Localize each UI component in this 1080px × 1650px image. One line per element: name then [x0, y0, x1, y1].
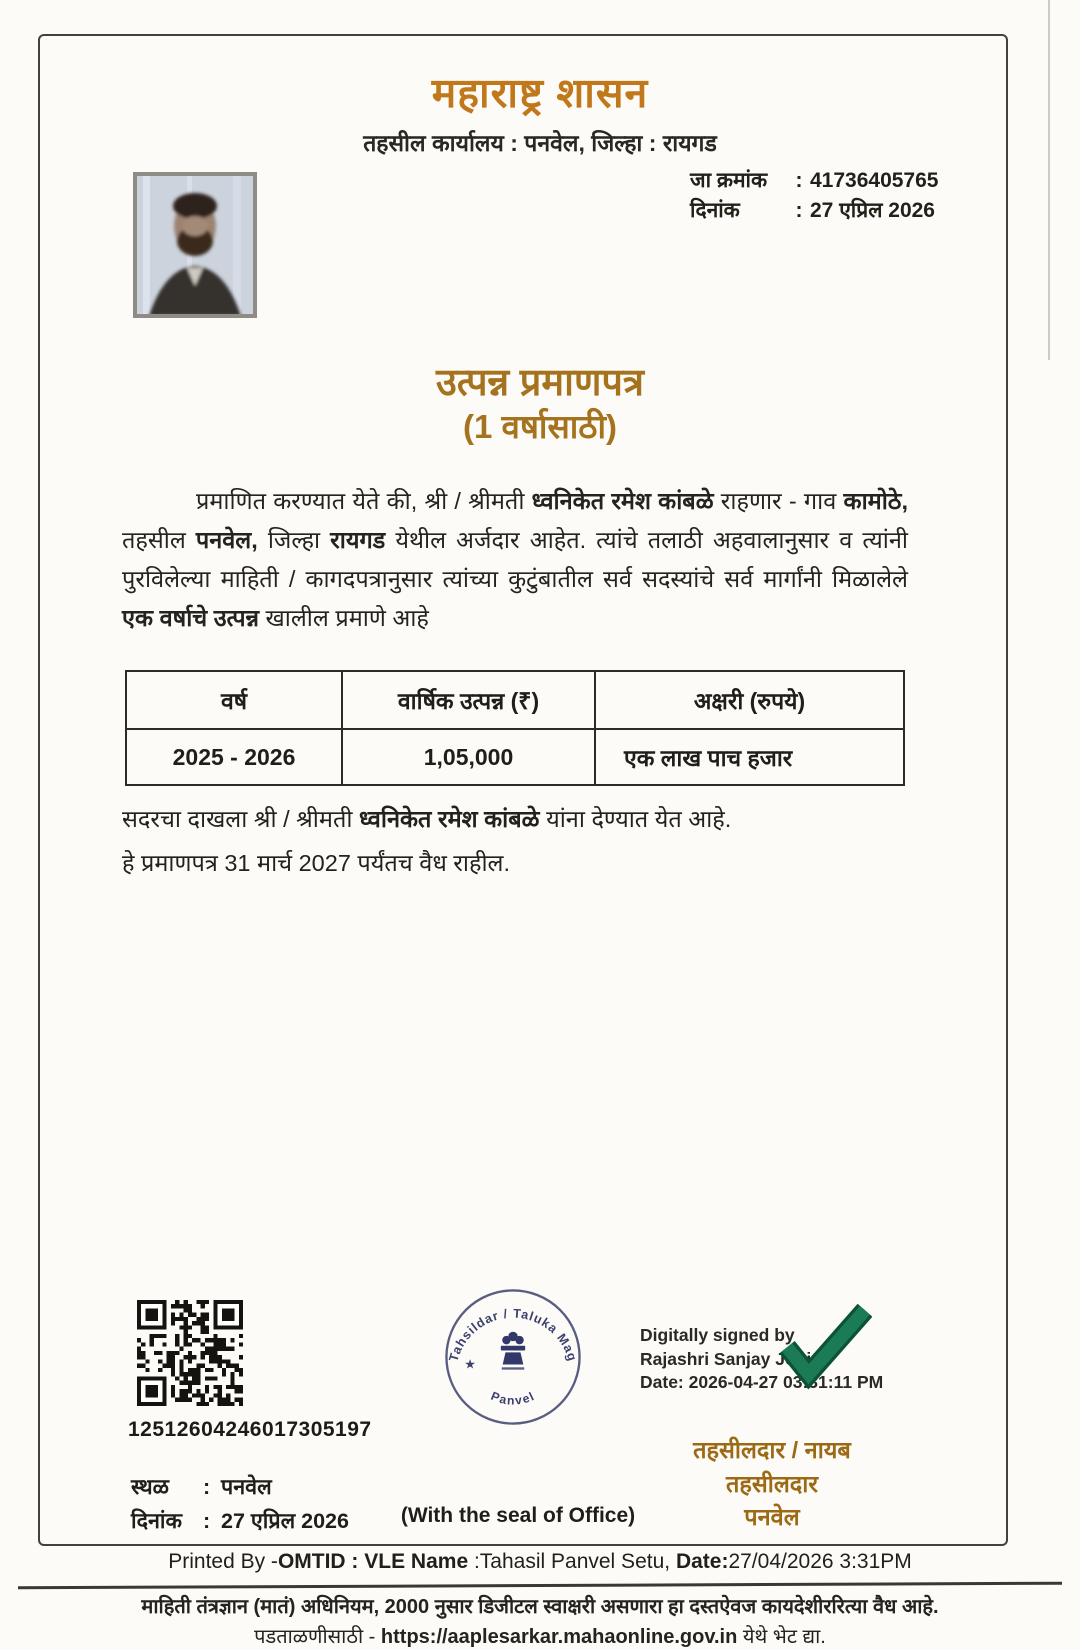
grant-statement — [122, 802, 922, 834]
signatory-designation — [652, 1434, 892, 1535]
verify-suffix: येथे भेट द्या. — [737, 1626, 826, 1648]
place-row — [131, 1470, 349, 1504]
qr-code — [137, 1300, 243, 1406]
issue-date-separator: : — [795, 199, 803, 222]
body-segment: राहणार - गाव — [713, 488, 844, 514]
printed-by-line — [0, 1550, 1080, 1574]
tahsil-name: पनवेल, — [195, 527, 258, 553]
qr-code-image — [137, 1300, 243, 1406]
certificate-body-paragraph — [122, 482, 908, 638]
office-seal — [438, 1282, 588, 1432]
scan-artifact-line — [1048, 0, 1050, 360]
date-label: दिनांक — [131, 1509, 182, 1533]
printed-segment: :Tahasil Panvel Setu, — [468, 1550, 676, 1573]
seal-caption: (With the seal of Office) — [400, 1504, 636, 1527]
annual-income-cell: 1,05,000 — [342, 729, 595, 785]
body-segment: प्रमाणित करण्यात येते की, श्री / श्रीमती — [196, 488, 532, 514]
seal-bottom-text: Panvel — [488, 1388, 538, 1408]
verify-prefix: पडताळणीसाठी - — [254, 1626, 381, 1648]
footer-divider-line — [18, 1582, 1062, 1589]
seal-star-icon: ★ — [464, 1356, 477, 1372]
body-segment: तहसील — [122, 527, 196, 553]
date-value: 27 एप्रिल 2026 — [221, 1509, 349, 1533]
verified-checkmark-icon — [773, 1295, 873, 1395]
date-row — [131, 1504, 349, 1538]
issue-date-label: दिनांक — [690, 199, 740, 222]
printed-date-label: Date: — [675, 1550, 729, 1573]
annual-income-column-header: वार्षिक उत्पन्न (₹) — [342, 671, 595, 729]
income-table-header-row — [126, 671, 904, 729]
certificate-title-main: उत्पन्न प्रमाणपत्र — [436, 362, 644, 404]
ref-number-label: जा क्रमांक — [690, 169, 768, 192]
legal-disclaimer: माहिती तंत्रज्ञान (मातं) अधिनियम, 2000 नुसार डिजीटल स्वाक्षरी असणारा हा दस्तऐवज कायदेशीररित्या वैध आहे. — [141, 1596, 939, 1618]
year-column-header: वर्ष — [126, 671, 342, 729]
seal-arc-top-text: Tahsildar / Taluka Mag — [446, 1306, 580, 1364]
digital-signature-line: Digitally signed by — [640, 1325, 795, 1345]
place-label: स्थळ — [131, 1475, 170, 1499]
amount-in-words-cell: एक लाख पाच हजार — [595, 729, 904, 785]
place-date-block — [131, 1470, 349, 1538]
verification-line — [0, 1622, 1080, 1649]
ref-number-row — [690, 166, 938, 196]
verification-url: https://aaplesarkar.mahaonline.gov.in — [380, 1626, 738, 1648]
grant-segment: यांना देण्यात येत आहे. — [539, 806, 732, 832]
printed-by-operator: OMTID : VLE Name — [277, 1550, 469, 1573]
digital-signatory-name: Rajashri Sanjay Jogi — [640, 1348, 812, 1369]
income-table — [125, 670, 905, 786]
office-line: तहसील कार्यालय : पनवेल, जिल्हा : रायगड — [363, 130, 717, 156]
village-name: कामोठे, — [843, 488, 908, 514]
svg-text:Panvel — [489, 1389, 537, 1408]
applicant-photo — [133, 172, 257, 318]
document-header — [0, 64, 1080, 158]
government-title: महाराष्ट्र शासन — [431, 70, 649, 116]
applicant-photo-image — [135, 174, 255, 316]
designation-line: तहसीलदार / नायब — [693, 1437, 851, 1463]
grant-applicant-name: ध्वनिकेत रमेश कांबळे — [358, 806, 540, 832]
reference-block — [690, 166, 938, 226]
certificate-title — [0, 360, 1080, 448]
ref-number-value: 41736405765 — [810, 169, 939, 192]
qr-code-number: 12512604246017305197 — [128, 1418, 372, 1441]
applicant-name: ध्वनिकेत रमेश कांबळे — [531, 488, 714, 514]
issue-date-value: 27 एप्रिल 2026 — [810, 199, 935, 222]
district-name: रायगड — [330, 527, 386, 553]
body-segment: येथील अर्जदार आहेत. त्यांचे तलाठी अहवालानुसार व त्यांनी पुरविलेल्या माहिती / कागदपत्रानुसार त्यांच्या कुटुंबातील सर्व सदस्यांचे सर्व मार्गांनी मिळालेले — [122, 527, 909, 592]
body-segment: जिल्हा — [257, 527, 331, 553]
designation-line: तहसीलदार — [726, 1470, 818, 1497]
office-seal-image — [438, 1282, 588, 1432]
income-period-phrase: एक वर्षाचे उत्पन्न — [122, 605, 260, 631]
printed-segment: Printed By - — [168, 1550, 278, 1573]
ashoka-emblem-icon — [501, 1332, 525, 1370]
issue-date-row — [690, 196, 938, 226]
body-segment: खालील प्रमाणे आहे — [259, 605, 429, 631]
digital-signature-date: Date: 2026-04-27 03:31:11 PM — [640, 1372, 884, 1392]
printed-date-value: 27/04/2026 3:31PM — [728, 1550, 912, 1573]
ref-number-separator: : — [795, 169, 803, 192]
income-table-row — [126, 729, 904, 785]
amount-in-words-column-header: अक्षरी (रुपये) — [595, 671, 904, 729]
grant-segment: सदरचा दाखला श्री / श्रीमती — [122, 806, 359, 832]
certificate-title-sub: (1 वर्षासाठी) — [462, 408, 618, 445]
year-cell: 2025 - 2026 — [126, 729, 342, 785]
designation-line: पनवेल — [744, 1504, 800, 1530]
validity-statement: हे प्रमाणपत्र 31 मार्च 2027 पर्यंतच वैध राहील. — [122, 850, 511, 876]
place-value: पनवेल — [221, 1475, 272, 1499]
place-separator: : — [203, 1475, 211, 1499]
date-separator: : — [203, 1509, 211, 1533]
